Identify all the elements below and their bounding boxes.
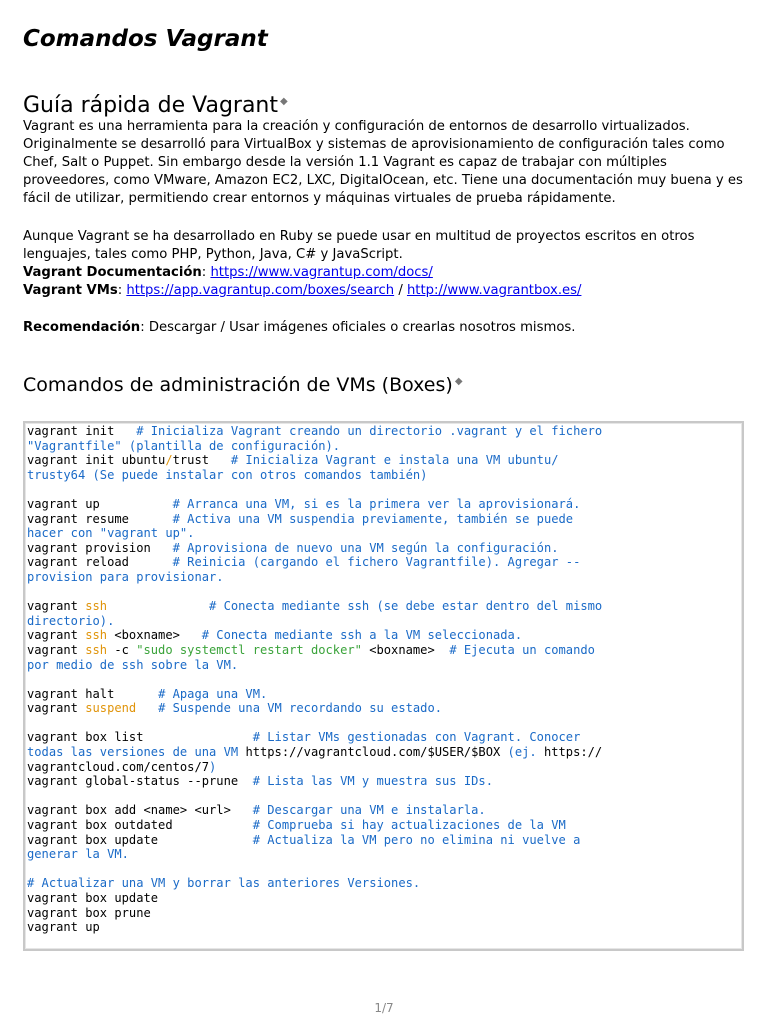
code-text: vagrant up [27, 920, 100, 935]
code-text [107, 599, 209, 613]
code-line-provision [27, 541, 559, 555]
code-string: "sudo systemctl restart docker" [136, 642, 362, 657]
code-text: vagrant [27, 599, 86, 614]
code-line-resume [27, 512, 573, 541]
code-comment: # Conecta mediante ssh (se debe estar dentro del mismo directorio). [27, 599, 603, 628]
code-line-prune [27, 906, 151, 920]
code-keyword: / [165, 453, 173, 468]
section-heading-comandos-text: Comandos de administración de VMs (Boxes) [23, 374, 453, 396]
link-icon[interactable]: ◆ [454, 375, 463, 387]
code-comment: # Actualizar una VM y borrar las anteriores Versiones. [27, 876, 421, 891]
code-line-init-ubuntu [27, 453, 559, 482]
code-comment: # Comprueba si hay actualizaciones de la VM [252, 818, 566, 833]
code-comment: ) [209, 759, 217, 774]
code-comment: # Listar VMs gestionadas con Vagrant. Conocer todas las versiones de una VM [27, 730, 581, 760]
code-text [136, 701, 158, 715]
vms-colon: : [117, 283, 127, 298]
code-text: vagrant global-status --prune [27, 774, 253, 789]
code-keyword: ssh [85, 642, 108, 657]
code-block[interactable] [27, 424, 743, 935]
code-comment: # Arranca una VM, si es la primera ver la aprovisionará. [172, 496, 581, 511]
code-text: vagrant halt [27, 686, 159, 701]
code-line-ssh-box [27, 628, 522, 642]
docs-label: Vagrant Documentación [23, 265, 202, 280]
code-comment: # Actualiza la VM pero no elimina ni vuelve a generar la VM. [27, 832, 581, 862]
code-comment: # Aprovisiona de nuevo una VM según la configuración. [172, 540, 559, 555]
code-comment: # Lista las VM y muestra sus IDs. [252, 774, 493, 789]
vms-line [23, 282, 748, 300]
vms-link-vagrantbox[interactable]: http://www.vagrantbox.es/ [406, 283, 582, 298]
code-line-box-outdated [27, 818, 566, 832]
code-line-comment-update [27, 876, 420, 890]
vms-link-vagrantup[interactable]: https://app.vagrantup.com/boxes/search [126, 283, 395, 298]
page-title: Comandos Vagrant [23, 26, 268, 52]
code-comment: # Inicializa Vagrant e instala una VM ubuntu/ trusty64 (Se puede instalar con otros comandos también) [27, 453, 559, 482]
code-comment: # Suspende una VM recordando su estado. [158, 701, 443, 716]
code-line-init [27, 424, 602, 453]
code-comment: # Ejecuta un comando por medio de ssh sobre la VM. [27, 642, 595, 672]
intro-paragraph: Vagrant es una herramienta para la creación y configuración de entornos de desarrollo virtualizados. Originalmente se desarrolló para VirtualBox y sistemas de aprovisionamiento de configuración tales como Chef, Salt o Puppet. Sin embargo desde la versión 1.1 Vagrant es capaz de trabajar con múltiples proveedores, como VMware, Amazon EC2, LXC, DigitalOcean, etc. Tiene una documentación muy buena y es fácil de utilizar, permitiendo crear entornos y máquinas virtuales de prueba rápidamente. [23, 119, 743, 206]
code-keyword: suspend [85, 701, 137, 716]
code-line-box-list [27, 730, 602, 773]
code-text: vagrant provision [27, 540, 173, 555]
section-heading-guia-text: Guía rápida de Vagrant [23, 93, 278, 118]
code-line-up2 [27, 920, 100, 934]
code-text: <boxname> [361, 642, 450, 657]
code-text: vagrant box update [27, 891, 159, 905]
code-text: trust [172, 453, 231, 468]
code-line-global-status [27, 774, 493, 788]
page-number: 1/7 [374, 1001, 394, 1015]
code-text: vagrant [27, 701, 86, 716]
code-line-box-add [27, 803, 486, 817]
code-text: vagrant resume [27, 511, 173, 526]
code-comment: # Apaga una VM. [158, 686, 268, 701]
code-text: vagrant [27, 642, 86, 657]
code-line-ssh-c [27, 643, 595, 672]
code-text: vagrant init [27, 424, 137, 438]
code-text: https://vagrantcloud.com/$USER/$BOX [245, 745, 501, 760]
section-heading-guia [23, 93, 288, 118]
code-text: vagrant box prune [27, 905, 151, 920]
code-text: vagrant [27, 628, 86, 643]
code-text: -c [107, 642, 137, 657]
code-text: <boxname> [107, 628, 202, 643]
code-comment: # Conecta mediante ssh a la VM seleccionada. [201, 628, 523, 643]
code-keyword: ssh [85, 599, 108, 614]
code-comment: # Inicializa Vagrant creando un directorio .vagrant y el fichero "Vagrantfile" (plantilla de configuración). [27, 424, 603, 453]
docs-line [23, 264, 748, 282]
code-line-ssh [27, 599, 602, 628]
code-text: vagrant reload [27, 555, 173, 570]
code-text: vagrant box list [27, 730, 253, 745]
section-heading-comandos [23, 374, 463, 396]
code-text: vagrant box outdated [27, 818, 253, 833]
code-comment: (ej. [500, 745, 544, 760]
code-line-update2 [27, 891, 158, 905]
code-text: vagrant init ubuntu [27, 453, 166, 468]
code-keyword: ssh [85, 628, 108, 643]
vms-label: Vagrant VMs [23, 283, 118, 298]
code-text: vagrant up [27, 496, 173, 511]
code-text: https:// vagrantcloud.com/centos/7 [27, 745, 603, 774]
code-text: vagrant box add <name> <url> [27, 803, 253, 818]
code-line-suspend [27, 701, 442, 715]
code-comment: # Activa una VM suspendia previamente, también se puede hacer con "vagrant up". [27, 511, 574, 541]
code-line-box-update [27, 833, 580, 862]
recommendation-label: Recomendación [23, 320, 141, 335]
code-line-reload [27, 555, 580, 584]
code-line-up [27, 497, 580, 511]
docs-link[interactable]: https://www.vagrantup.com/docs/ [210, 265, 433, 280]
docs-colon: : [201, 265, 211, 280]
recommendation-line [23, 319, 748, 337]
recommendation-text: : Descargar / Usar imágenes oficiales o crearlas nosotros mismos. [140, 320, 576, 335]
code-line-halt [27, 687, 267, 701]
code-comment: # Descargar una VM e instalarla. [252, 803, 486, 818]
code-text: vagrant box update [27, 832, 253, 847]
code-comment: # Reinicia (cargando el fichero Vagrantfile). Agregar -- provision para provisionar. [27, 555, 581, 584]
vms-separator: / [394, 283, 407, 298]
link-icon[interactable]: ◆ [280, 95, 288, 107]
ruby-paragraph: Aunque Vagrant se ha desarrollado en Ruby se puede usar en multitud de proyectos escritos en otros lenguajes, tales como PHP, Python, Java, C# y JavaScript. [23, 229, 695, 262]
